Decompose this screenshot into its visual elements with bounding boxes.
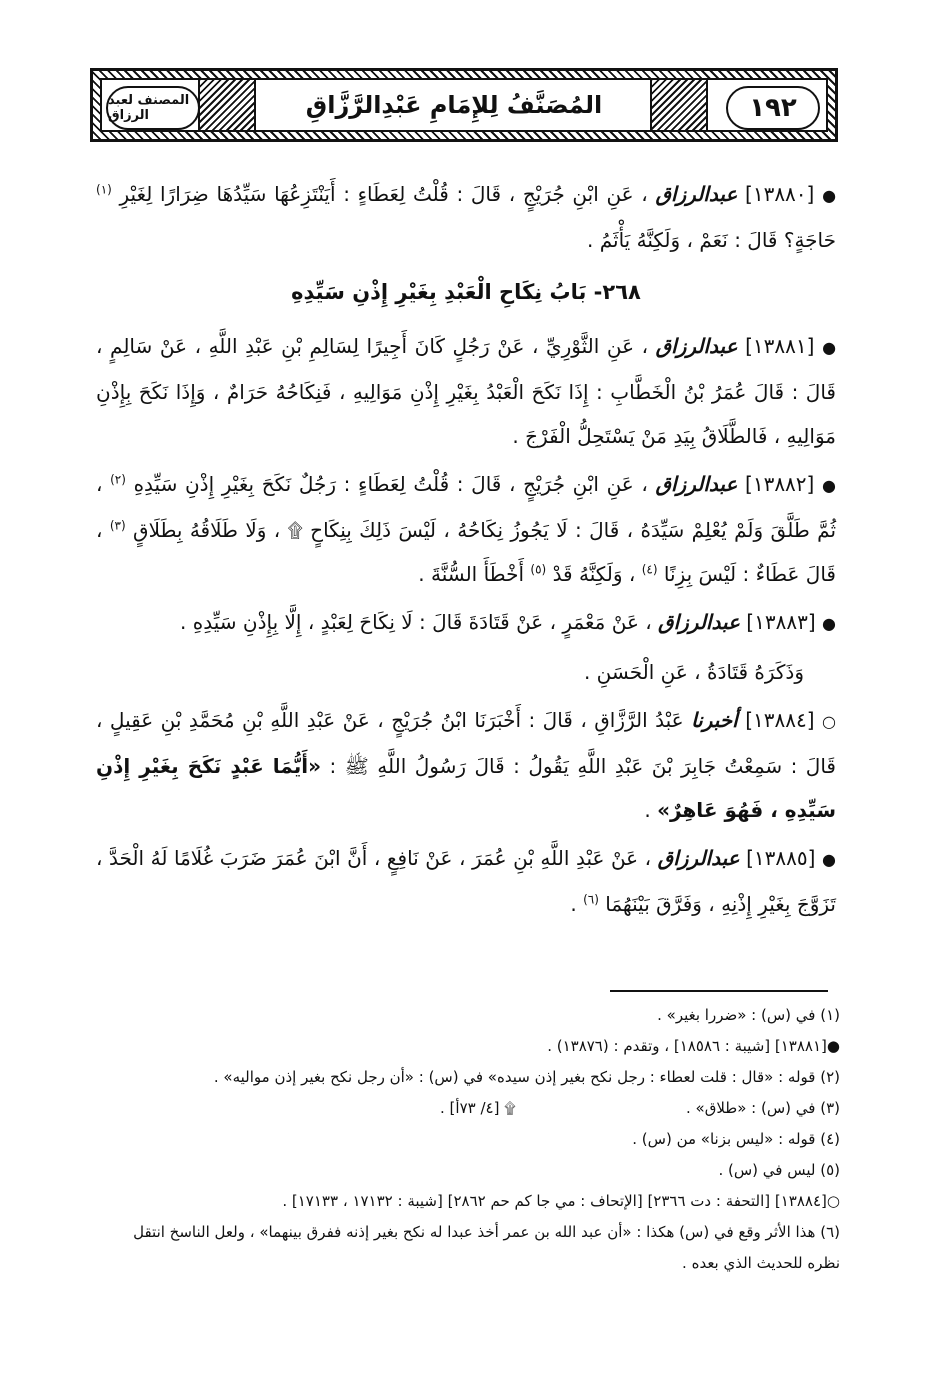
source-note-13881: ●[١٣٨٨١] [شيبة : ١٨٥٨٦] ، وتقدم : (١٣٨٧٦) . [547, 1037, 840, 1055]
book-emblem: المصنف لعبد الرزاق [106, 86, 200, 130]
source-note-13884: ○[١٣٨٨٤] [التحفة : دت ٢٣٦٦] [الإتحاف : مي جا كم حم ٢٨٦٢] [شيبة : ١٧١٣٢ ، ١٧١٣٣] . [282, 1192, 840, 1210]
hadith-number: [١٣٨٨٥] [746, 846, 816, 870]
folio-note: ۩ [٤/ ٧٣أ] . [440, 1099, 516, 1117]
footnote-divider [610, 990, 828, 992]
header-band [100, 78, 828, 132]
narrator: أخبرنا [691, 708, 738, 732]
hadith-end: . [570, 892, 577, 916]
footnote-6: (٦) هذا الأثر وقع في (س) هكذا : «أن عبد الله بن عمر أخذ عبدا له نكح بغير إذنه ففرق بينهما» ، ولعل الناسخ انتقل نظره للحديث الذي بعده . [133, 1223, 840, 1272]
footnote-ref[interactable]: (٥) [530, 562, 547, 577]
footnote-3: (٣) في (س) : «طلاق» . [685, 1099, 840, 1117]
narrator: عبدالرزاق [657, 846, 740, 870]
footnote-ref[interactable]: (٣) [109, 518, 126, 533]
running-title: المُصَنَّفُ لِلإِمَامِ عَبْدِالرَّزَّاقِ [305, 91, 603, 119]
footnote-ref[interactable]: (٦) [583, 892, 599, 907]
prophetic-quote: «أَيُّمَا عَبْدٍ نَكَحَ بِغَيْرِ إِذْنِ سَيِّدِهِ ، فَهُوَ عَاهِرٌ» [96, 754, 836, 822]
bullet-filled: ● [822, 338, 837, 357]
hadith-13882 [96, 462, 836, 596]
ornament-left [198, 80, 256, 130]
page-number: ١٩٢ [726, 86, 820, 130]
narrator: عبدالرزاق [655, 334, 738, 358]
hadith-text: ، عَنْ عَبْدِ اللَّهِ بْنِ عُمَرَ ، عَنْ نَافِعٍ ، أَنَّ ابْنَ عُمَرَ ضَرَبَ غُلَامًا لَهُ الْحَدَّ ، تَزَوَّجَ بِغَيْرِ إِذْنِهِ ، وَفَرَّقَ بَيْنَهُمَا [96, 846, 836, 916]
hadith-end: . [644, 798, 651, 822]
footnote-ref[interactable]: (٤) [641, 562, 658, 577]
hadith-number: [١٣٨٨٢] [745, 472, 815, 496]
page-header [90, 68, 838, 142]
bullet-filled: ● [822, 186, 837, 205]
narrator: عبدالرزاق [658, 610, 740, 634]
bullet-hollow: ○ [822, 712, 836, 731]
hadith-text-end: حَاجَةٍ؟ قَالَ : نَعَمْ ، وَلَكِنَّهُ يَأْثَمُ . [586, 228, 836, 252]
hadith-number: [١٣٨٨١] [745, 334, 815, 358]
footnote-ref[interactable]: (٢) [110, 472, 126, 487]
narrator: عبدالرزاق [655, 182, 738, 206]
hadith-text: عَبْدُ الرَّزَّاقِ ، قَالَ : أَخْبَرَنَا ابْنُ جُرَيْجٍ ، عَنْ عَبْدِ اللَّهِ بْنِ مُحَمَّدِ بْنِ عَقِيلٍ ، قَالَ : سَمِعْتُ جَابِرَ بْنَ عَبْدِ اللَّهِ يَقُولُ : قَالَ رَسُولُ اللَّهِ ﷺ : [96, 708, 836, 778]
main-text [96, 172, 836, 930]
footnote-1: (١) في (س) : «ضررا بغير» . [657, 1006, 840, 1024]
hadith-text: ، عَنْ مَعْمَرٍ ، عَنْ قَتَادَةَ قَالَ : لَا نِكَاحَ لِعَبْدٍ ، إِلَّا بِإِذْنِ سَيِّدِهِ . [180, 610, 652, 634]
ornament-right [650, 80, 708, 130]
hadith-number: [١٣٨٨٤] [745, 708, 815, 732]
chapter-heading: ٢٦٨- بَابُ نِكَاحِ الْعَبْدِ بِغَيْرِ إِذْنِ سَيِّدِهِ [291, 280, 641, 304]
footnote-row [100, 1093, 840, 1124]
bullet-filled: ● [822, 614, 836, 633]
hadith-number: [١٣٨٨٠] [745, 182, 815, 206]
footnotes [100, 1000, 840, 1279]
hadith-text-d: ، وَلَكِنَّهُ قَدْ [552, 562, 636, 586]
bullet-filled: ● [822, 476, 836, 495]
footnote-2: (٢) قوله : «قال : قلت لعطاء : رجل نكح بغير إذن سيده» في (س) : «أن رجل نكح بغير إذن مواليه» . [213, 1068, 840, 1086]
bullet-filled: ● [822, 850, 836, 869]
hadith-13881 [96, 324, 836, 458]
hadith-text: ، عَنِ ابْنِ جُرَيْجٍ ، قَالَ : قُلْتُ لِعَطَاءٍ : رَجُلٌ نَكَحَ بِغَيْرِ إِذْنِ سَيِّدِهِ [133, 472, 648, 496]
hadith-text-e: أَخْطَأَ السُّنَّةَ . [418, 562, 525, 586]
footnote-5: (٥) ليس في (س) . [718, 1161, 840, 1179]
hadith-13885 [96, 836, 836, 926]
hadith-text: ، عَنِ الثَّوْرِيِّ ، عَنْ رَجُلٍ كَانَ أَجِيرًا لِسَالِمِ بْنِ عَبْدِ اللَّهِ ، عَنْ سَالِمٍ ، قَالَ : قَالَ عُمَرُ بْنُ الْخَطَّابِ : إِذَا نَكَحَ الْعَبْدُ بِغَيْرِ إِذْنِ مَوَالِيهِ ، فَنِكَاحُهُ حَرَامٌ ، وَإِذَا نَكَحَ بِإِذْنِ مَوَالِيهِ ، فَالطَّلَاقُ بِيَدِ مَنْ يَسْتَحِلُّ الْفَرْجَ . [96, 334, 836, 448]
hadith-continuation: وَذَكَرَهُ قَتَادَةُ ، عَنِ الْحَسَنِ . [583, 660, 804, 684]
footnote-ref[interactable]: (١) [96, 182, 112, 197]
hadith-13880 [96, 172, 836, 262]
hadith-text-b: ، ثُمَّ طَلَّقَ وَلَمْ يُعْلِمْ سَيِّدَهُ ، قَالَ : لَا يَجُوزُ نِكَاحُهُ ، لَيْسَ ذَلِكَ بِنِكَاحٍ ۩ ، وَلَا طَلَاقُهُ بِطَلَاقٍ [96, 472, 837, 542]
hadith-13884 [96, 698, 836, 832]
hadith-text: ، عَنِ ابْنِ جُرَيْجٍ ، قَالَ : قُلْتُ لِعَطَاءٍ : أَيَنْتَزِعُهَا سَيِّدُهَا ضِرَارًا لِغَيْرِ [119, 182, 648, 206]
footnote-4: (٤) قوله : «ليس بزنا» من (س) . [632, 1130, 840, 1148]
narrator: عبدالرزاق [655, 472, 738, 496]
hadith-number: [١٣٨٨٣] [746, 610, 816, 634]
hadith-13883 [96, 600, 836, 646]
hadith-text-c: ، قَالَ عَطَاءٌ : لَيْسَ بِزِنًا [96, 518, 836, 586]
